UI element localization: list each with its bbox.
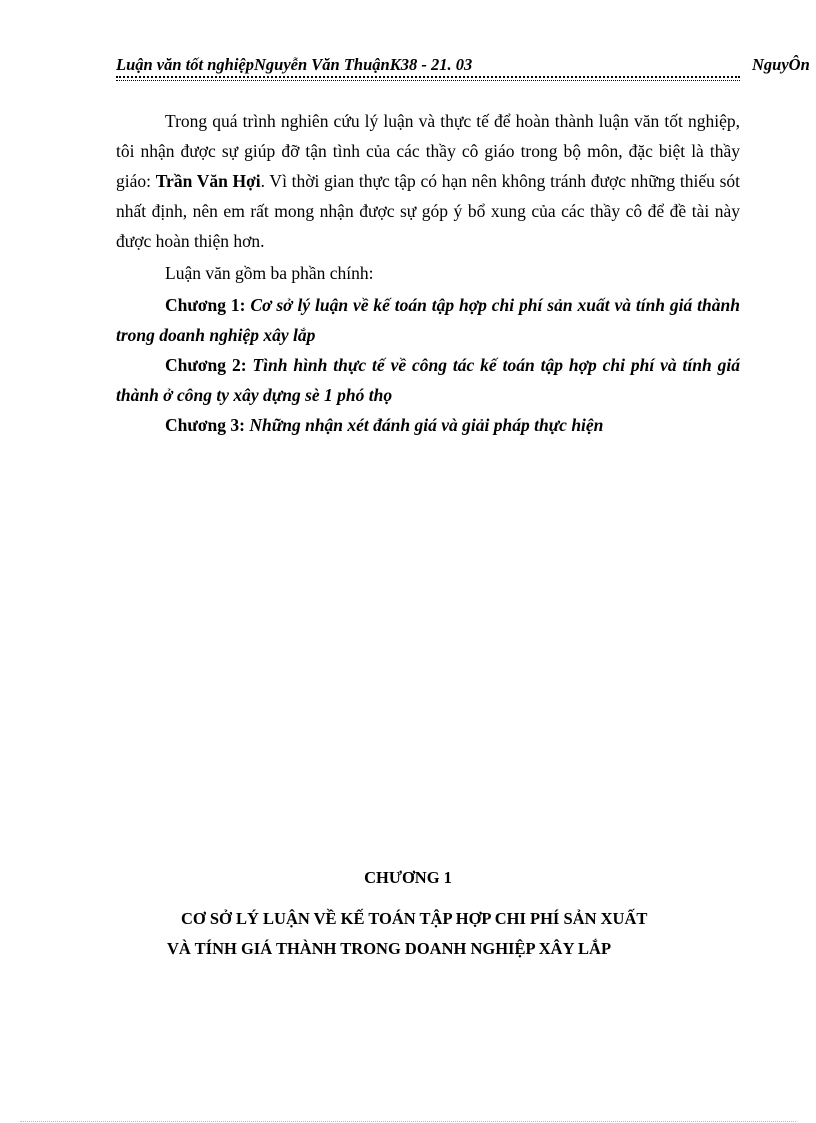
chapter-3-entry bbox=[116, 410, 740, 440]
chapter-number: CHƯƠNG 1 bbox=[364, 868, 452, 887]
chapter-1-title: Cơ sở lý luận về kế toán tập hợp chi phí sản xuất và tính giá thành trong doanh nghiệp xây lắp bbox=[116, 295, 740, 345]
chapter-heading-line-2: VÀ TÍNH GIÁ THÀNH TRONG DOANH NGHIỆP XÂY LẮP bbox=[167, 939, 612, 958]
chapter-1-entry bbox=[116, 290, 740, 350]
header-divider bbox=[116, 76, 740, 78]
intro-paragraph bbox=[116, 106, 740, 256]
chapter-2-label: Chương 2: bbox=[165, 355, 253, 375]
header-title: Luận văn tốt nghiệp bbox=[116, 55, 254, 74]
intro-text-1: Trong quá trình nghiên cứu lý luận và thực tế để hoàn thành luận văn tốt nghiệp, tôi nhận được sự giúp đỡ tận tình của các thầy cô giáo trong bộ môn, đặc biệt là thầy giáo: bbox=[116, 111, 740, 191]
chapter-2-title: Tình hình thực tế về công tác kế toán tập hợp chi phí và tính giá thành ở công ty xây dựng sè 1 phó thọ bbox=[116, 355, 740, 405]
header-left bbox=[116, 55, 472, 75]
header-author: Nguyễn Văn Thuận bbox=[254, 55, 390, 74]
chapter-heading-line-1: CƠ SỞ LÝ LUẬN VỀ KẾ TOÁN TẬP HỢP CHI PHÍ SẢN XUẤT bbox=[181, 909, 648, 928]
chapter-3-label: Chương 3: bbox=[165, 415, 250, 435]
header-right: NguyÔn bbox=[752, 55, 810, 74]
document-body bbox=[116, 106, 740, 440]
intro-text-2: . Vì thời gian thực tập có hạn nên không tránh được những thiếu sót nhất định, nên em rất mong nhận được sự góp ý bổ xung của các thầy cô để đề tài này được hoàn thiện hơn. bbox=[116, 171, 740, 251]
parts-intro: Luận văn gồm ba phần chính: bbox=[165, 263, 374, 283]
chapter-3-title: Những nhận xét đánh giá và giải pháp thực hiện bbox=[249, 415, 604, 435]
chapter-1-label: Chương 1: bbox=[165, 295, 251, 315]
teacher-name: Trần Văn Hợi bbox=[155, 171, 261, 191]
header-divider-secondary bbox=[116, 80, 740, 81]
page-header bbox=[116, 55, 816, 77]
footer-divider bbox=[20, 1121, 796, 1122]
chapter-2-entry bbox=[116, 350, 740, 410]
header-course: K38 - 21. 03 bbox=[389, 55, 473, 74]
